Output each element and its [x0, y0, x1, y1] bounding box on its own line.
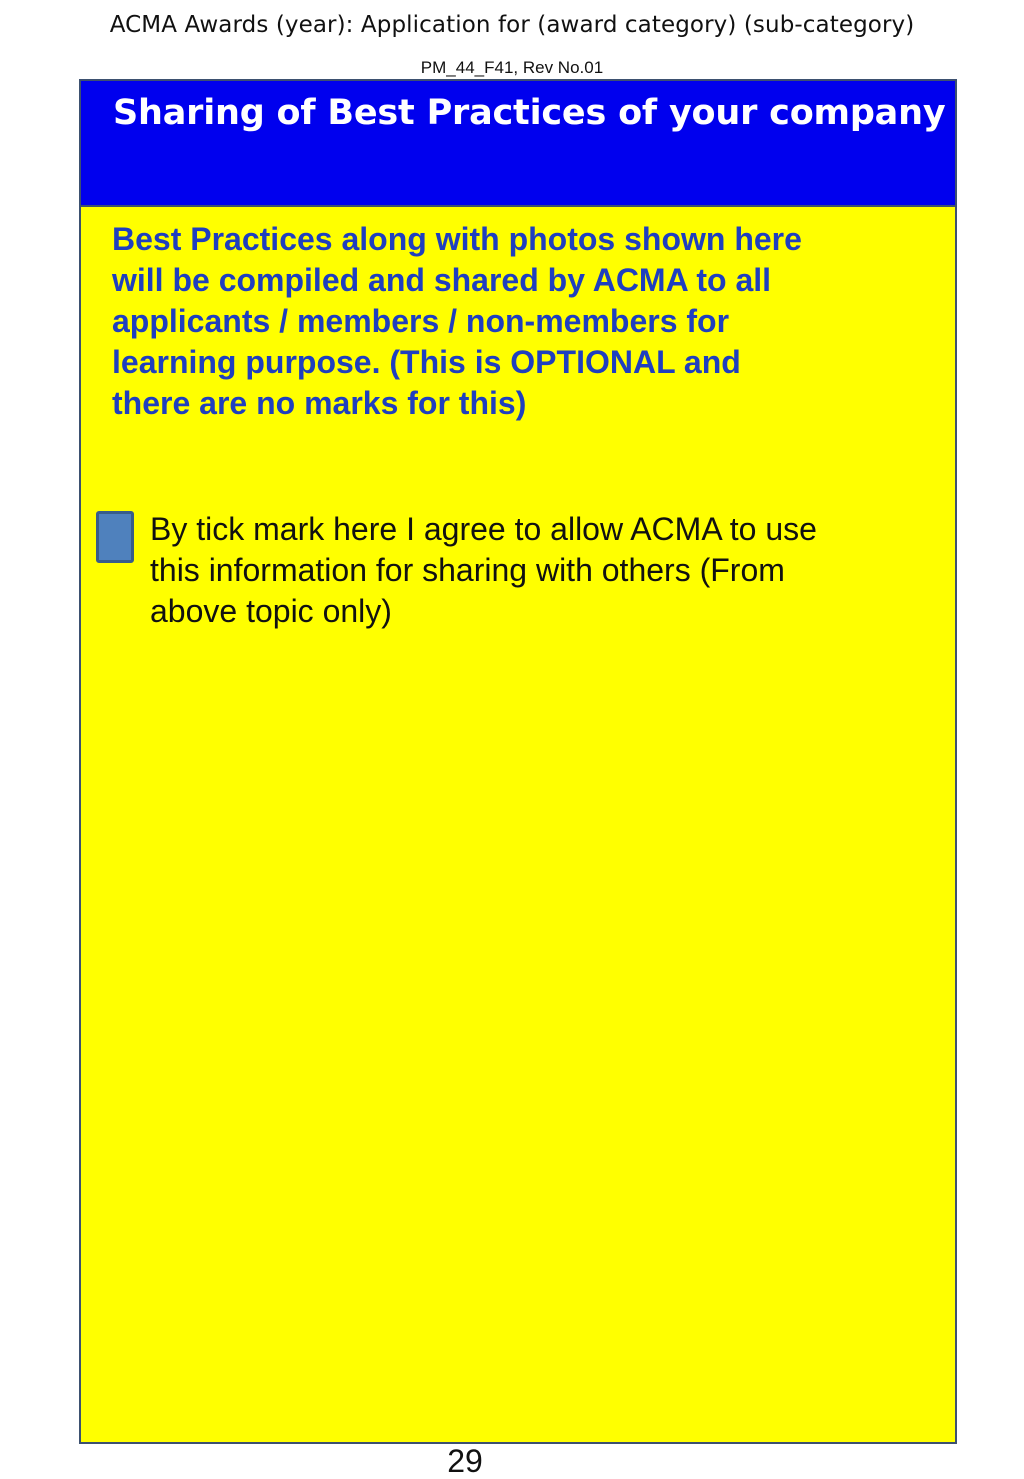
section-title: Sharing of Best Practices of your company [113, 93, 946, 133]
consent-row [96, 509, 896, 649]
intro-text: Best Practices along with photos shown here will be compiled and shared by ACMA to all applicants / members / non-members for learning purpose. (This is OPTIONAL and there are no marks for this) [112, 221, 802, 421]
document-header-title: ACMA Awards (year): Application for (award category) (sub-category) [109, 12, 915, 38]
consent-label: By tick mark here I agree to allow ACMA to use this information for sharing with others (From above topic only) [150, 511, 817, 629]
page-number: 29 [447, 1443, 483, 1479]
consent-checkbox[interactable] [96, 511, 134, 563]
form-code: PM_44_F41, Rev No.01 [420, 58, 604, 77]
section-banner [81, 81, 955, 207]
best-practices-panel [79, 79, 957, 1444]
